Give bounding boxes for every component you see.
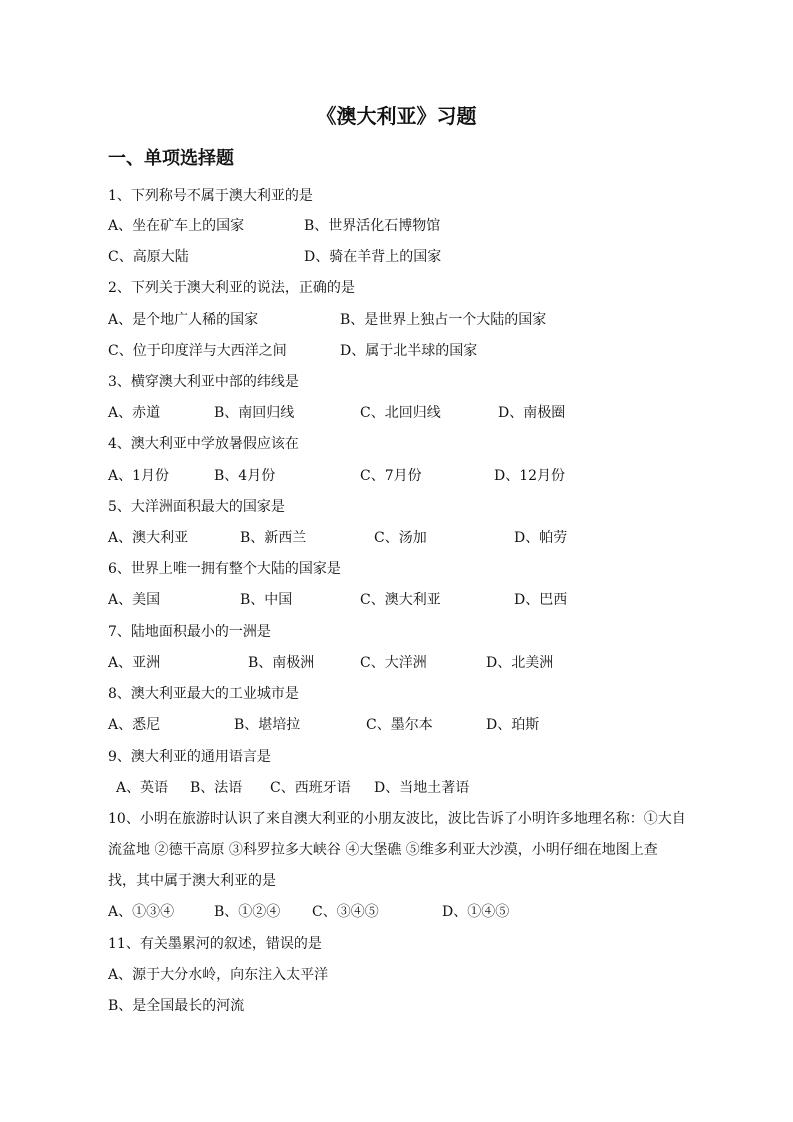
option-d: D、12月份	[494, 468, 566, 484]
option-c: C、澳大利亚	[360, 592, 441, 608]
question-stem: 10、小明在旅游时认识了来自澳大利亚的小朋友波比，波比告诉了小明许多地理名称：①大自	[108, 811, 686, 827]
option-a: A、亚洲	[108, 655, 161, 671]
option-a: A、澳大利亚	[108, 530, 189, 546]
option-c: C、北回归线	[360, 405, 441, 421]
option-a: A、悉尼	[108, 717, 161, 733]
option-b: B、新西兰	[240, 530, 307, 546]
option-b: B、世界活化石博物馆	[304, 218, 441, 234]
option-d: D、骑在羊背上的国家	[304, 249, 442, 265]
option-c: C、墨尔本	[366, 717, 433, 733]
option-c: C、位于印度洋与大西洋之间	[108, 343, 287, 359]
option-b: B、①②④	[214, 904, 281, 920]
option-a: A、坐在矿车上的国家	[108, 218, 245, 234]
option-b: B、南回归线	[214, 405, 295, 421]
option-d: D、当地土著语	[374, 780, 470, 796]
option-a: A、①③④	[108, 904, 175, 920]
option-b: B、是全国最长的河流	[108, 998, 245, 1014]
option-b: B、南极洲	[248, 655, 315, 671]
option-c: C、汤加	[374, 530, 427, 546]
option-d: D、①④⑤	[442, 904, 510, 920]
option-a: A、1月份	[108, 468, 170, 484]
question-stem: 8、澳大利亚最大的工业城市是	[108, 686, 299, 702]
option-c: C、③④⑤	[312, 904, 379, 920]
question-stem: 3、横穿澳大利亚中部的纬线是	[108, 374, 299, 390]
question-stem: 5、大洋洲面积最大的国家是	[108, 499, 285, 515]
question-stem-continued: 找，其中属于澳大利亚的是	[108, 873, 276, 889]
option-d: D、南极圈	[498, 405, 566, 421]
option-d: D、帕劳	[514, 530, 568, 546]
question-stem: 1、下列称号不属于澳大利亚的是	[108, 188, 313, 204]
option-c: C、高原大陆	[108, 249, 189, 265]
option-c: C、大洋洲	[360, 655, 427, 671]
question-stem: 2、下列关于澳大利亚的说法，正确的是	[108, 280, 355, 296]
option-c: C、7月份	[360, 468, 422, 484]
option-b: B、堪培拉	[234, 717, 301, 733]
option-b: B、法语	[190, 780, 243, 796]
question-stem: 9、澳大利亚的通用语言是	[108, 749, 271, 765]
option-c: C、西班牙语	[270, 780, 351, 796]
option-d: D、属于北半球的国家	[340, 343, 478, 359]
option-a: A、英语	[116, 780, 169, 796]
question-stem: 11、有关墨累河的叙述，错误的是	[108, 936, 322, 952]
option-d: D、北美洲	[486, 655, 554, 671]
option-a: A、美国	[108, 592, 161, 608]
page-title: 《澳大利亚》习题	[316, 104, 477, 128]
option-b: B、是世界上独占一个大陆的国家	[340, 312, 547, 328]
section-title: 一、单项选择题	[108, 148, 234, 169]
option-a: A、是个地广人稀的国家	[108, 312, 259, 328]
question-stem: 6、世界上唯一拥有整个大陆的国家是	[108, 561, 341, 577]
option-b: B、中国	[240, 592, 293, 608]
option-d: D、珀斯	[486, 717, 540, 733]
option-b: B、4月份	[214, 468, 276, 484]
question-stem: 7、陆地面积最小的一洲是	[108, 624, 271, 640]
question-stem-continued: 流盆地 ②德干高原 ③科罗拉多大峡谷 ④大堡礁 ⑤维多利亚大沙漠，小明仔细在地图上查	[108, 842, 658, 858]
option-d: D、巴西	[514, 592, 568, 608]
question-stem: 4、澳大利亚中学放暑假应该在	[108, 436, 299, 452]
option-a: A、源于大分水岭，向东注入太平洋	[108, 967, 329, 983]
option-a: A、赤道	[108, 405, 161, 421]
